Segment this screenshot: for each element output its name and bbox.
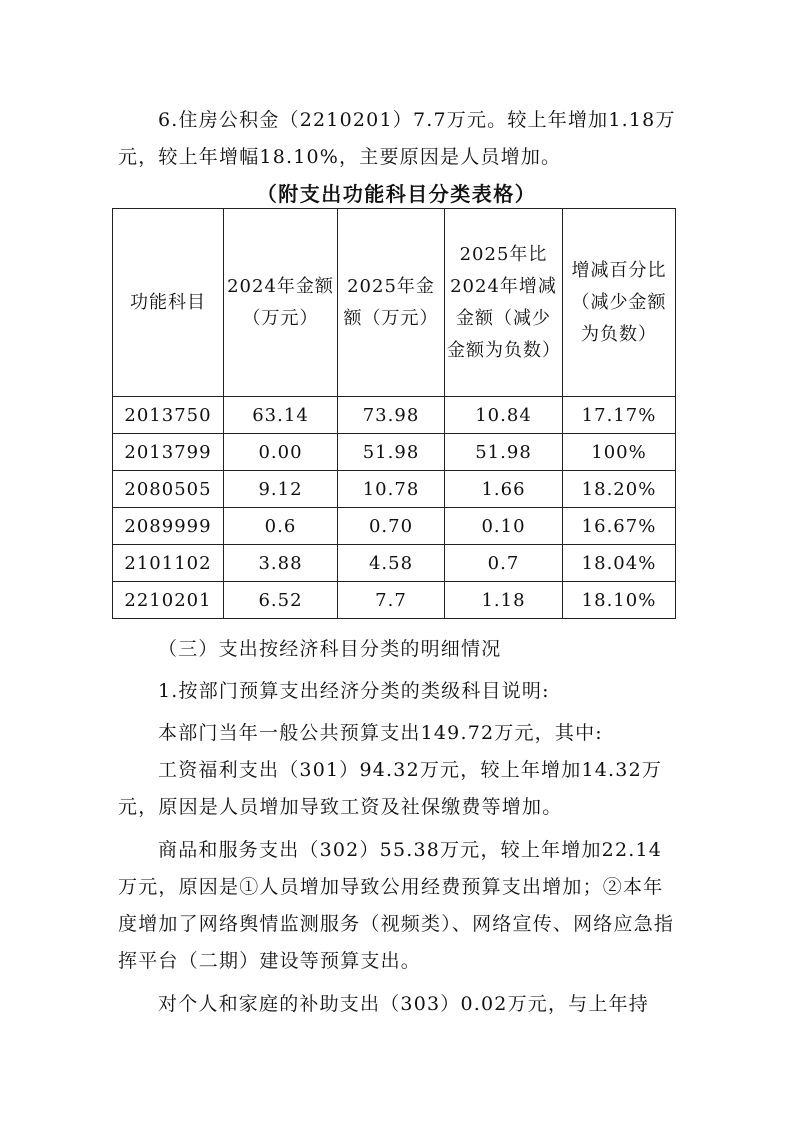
cell-2025: 73.98 [338, 397, 445, 434]
cell-2025: 0.70 [338, 508, 445, 545]
table-row [113, 508, 676, 545]
table-header-row [113, 209, 676, 397]
cell-change: 1.18 [445, 582, 563, 619]
cell-subject: 2080505 [113, 471, 224, 508]
section-heading: （三）支出按经济科目分类的明细情况 [158, 638, 502, 660]
cell-subject: 2101102 [113, 545, 224, 582]
cell-2024: 0.00 [224, 434, 338, 471]
header-change-percent: 增减百分比（减少金额为负数） [563, 209, 676, 397]
cell-percent: 16.67% [563, 508, 676, 545]
table-row [113, 434, 676, 471]
cell-subject: 2013750 [113, 397, 224, 434]
cell-2025: 4.58 [338, 545, 445, 582]
cell-change: 1.66 [445, 471, 563, 508]
cell-change: 0.7 [445, 545, 563, 582]
table-row [113, 397, 676, 434]
cell-subject: 2210201 [113, 582, 224, 619]
cell-change: 10.84 [445, 397, 563, 434]
cell-subject: 2013799 [113, 434, 224, 471]
paragraph-housing-fund: 6.住房公积金（2210201）7.7万元。较上年增加1.18万元，较上年增幅18.10%，主要原因是人员增加。 [118, 109, 676, 168]
cell-percent: 100% [563, 434, 676, 471]
cell-percent: 18.04% [563, 545, 676, 582]
paragraph-total-budget: 本部门当年一般公共预算支出149.72万元，其中: [158, 722, 603, 744]
subsection-heading: 1.按部门预算支出经济分类的类级科目说明: [158, 680, 550, 702]
table-row [113, 582, 676, 619]
paragraph-goods-services: 商品和服务支出（302）55.38万元，较上年增加22.14万元，原因是①人员增加导致公用经费预算支出增加；②本年度增加了网络舆情监测服务（视频类）、网络宣传、网络应急指挥平台（二期）建设等预算支出。 [118, 839, 675, 972]
cell-2024: 9.12 [224, 471, 338, 508]
cell-2024: 0.6 [224, 508, 338, 545]
cell-change: 51.98 [445, 434, 563, 471]
cell-2025: 10.78 [338, 471, 445, 508]
header-change-amount: 2025年比2024年增减金额（减少金额为负数） [445, 209, 563, 397]
cell-subject: 2089999 [113, 508, 224, 545]
cell-2025: 7.7 [338, 582, 445, 619]
cell-change: 0.10 [445, 508, 563, 545]
cell-percent: 18.10% [563, 582, 676, 619]
table-title: （附支出功能科目分类表格） [256, 182, 537, 206]
function-subject-table [112, 208, 676, 619]
paragraph-household-subsidy: 对个人和家庭的补助支出（303）0.02万元，与上年持 [158, 993, 649, 1015]
paragraph-salary: 工资福利支出（301）94.32万元，较上年增加14.32万元，原因是人员增加导致工资及社保缴费等增加。 [118, 759, 663, 818]
cell-2024: 6.52 [224, 582, 338, 619]
table-row [113, 545, 676, 582]
header-function-subject: 功能科目 [113, 209, 224, 397]
cell-2024: 3.88 [224, 545, 338, 582]
cell-percent: 18.20% [563, 471, 676, 508]
cell-2025: 51.98 [338, 434, 445, 471]
table-row [113, 471, 676, 508]
header-2024-amount: 2024年金额（万元） [224, 209, 338, 397]
header-2025-amount: 2025年金额（万元） [338, 209, 445, 397]
cell-percent: 17.17% [563, 397, 676, 434]
cell-2024: 63.14 [224, 397, 338, 434]
